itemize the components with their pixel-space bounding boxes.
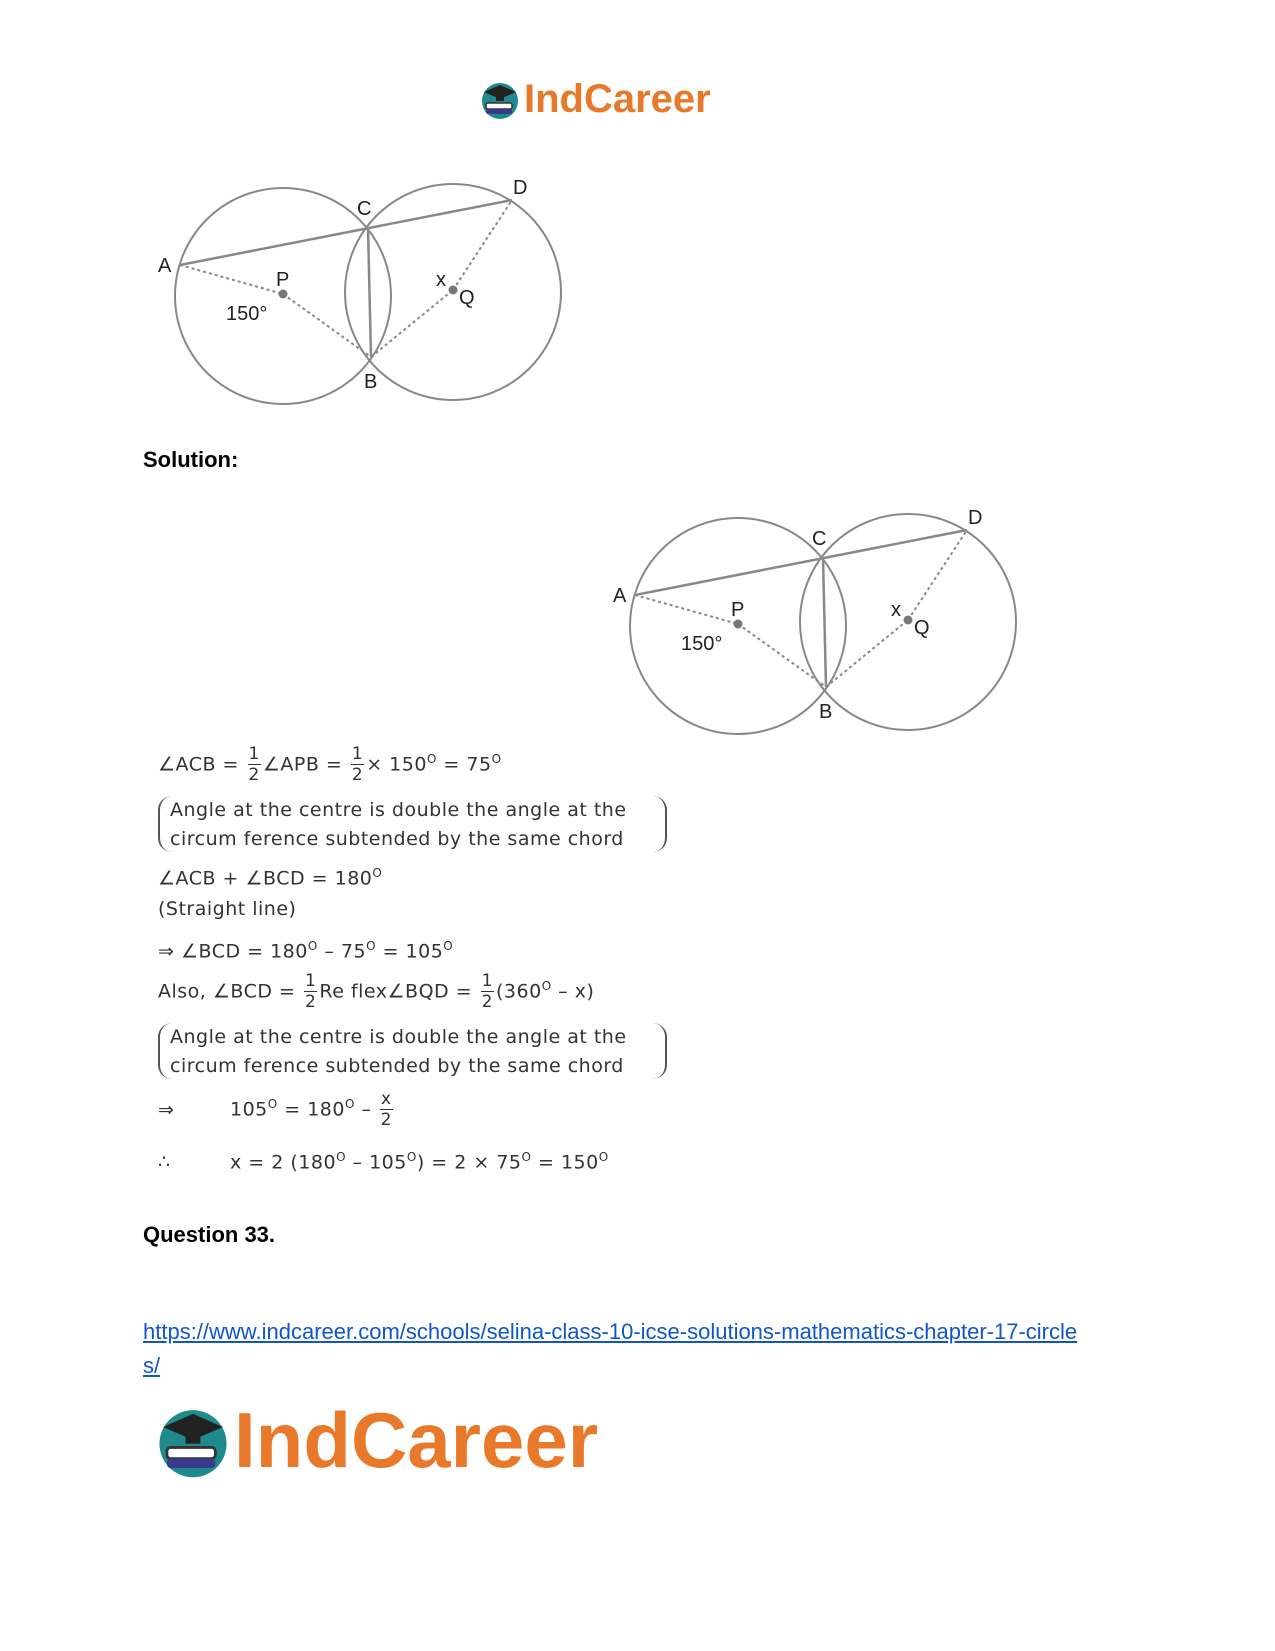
question-heading: Question 33. — [143, 1222, 276, 1247]
source-link-line-1[interactable]: https://www.indcareer.com/schools/selina-class-10-icse-solutions-mathematics-chapter-17-circle — [143, 1319, 1078, 1344]
fig1-label-q: Q — [459, 287, 475, 309]
fig1-label-angle: 150° — [226, 303, 268, 325]
fig2-label-d: D — [968, 507, 983, 529]
math-line-4: ⇒ ∠BCD = $180^O - 75^O = 105^O$ — [158, 939, 454, 963]
solution-heading: Solution: — [143, 447, 239, 472]
note-1-line-2: circum ference subtended by the same chord — [170, 828, 624, 850]
note-1-line-1: Angle at the centre is double the angle at the — [170, 799, 627, 821]
fig2-label-b: B — [819, 701, 833, 723]
fig2-label-q: Q — [914, 617, 930, 639]
graduation-book-icon — [478, 77, 522, 121]
fig1-label-a: A — [158, 255, 172, 277]
footer-brand: IndCareer — [234, 1395, 599, 1484]
source-link[interactable] — [143, 1315, 1143, 1383]
fig2-label-c: C — [812, 528, 827, 550]
math-line-6: ⇒ $105^O = 180^O$ – $\frac{x}{2}$ — [158, 1089, 392, 1130]
figure-1-circles — [150, 170, 580, 415]
figure-2-circles — [605, 500, 1035, 745]
fig1-label-x: x — [436, 269, 446, 291]
note-2-line-2: circum ference subtended by the same chord — [170, 1055, 624, 1077]
chord-cb — [368, 228, 371, 357]
math-line-2: ∠ACB + ∠BCD = $180^O$ — [158, 866, 383, 890]
fig1-label-p: P — [276, 269, 290, 291]
fig1-label-c: C — [357, 198, 372, 220]
note-2-line-1: Angle at the centre is double the angle at the — [170, 1026, 627, 1048]
line-ad — [180, 200, 512, 265]
fig2-label-angle: 150° — [681, 633, 723, 655]
math-line-1: ∠ACB = $\frac{1}{2}$ ∠APB = $\frac{1}{2}$ × $150^O = 75^O$ — [158, 744, 502, 785]
graduation-book-icon — [152, 1399, 234, 1481]
source-link-line-2[interactable]: s/ — [143, 1353, 161, 1378]
fig2-label-a: A — [613, 585, 627, 607]
math-line-7: ∴ x = 2 $(180^O - 105^O) = 2 \times 75^O = 150^O$ — [158, 1150, 609, 1174]
fig1-label-b: B — [364, 371, 378, 393]
math-line-5: Also, ∠BCD = $\frac{1}{2}$ Re flex∠BQD = $\frac{1}{2}$ $(360^O - x)$ — [158, 971, 595, 1012]
fig2-label-p: P — [731, 599, 745, 621]
footer-logo — [152, 1395, 598, 1485]
header-logo — [478, 74, 711, 124]
fig2-label-x: x — [891, 599, 901, 621]
math-line-3: (Straight line) — [158, 898, 297, 920]
header-brand: IndCareer — [524, 76, 711, 121]
fig1-label-d: D — [513, 177, 528, 199]
